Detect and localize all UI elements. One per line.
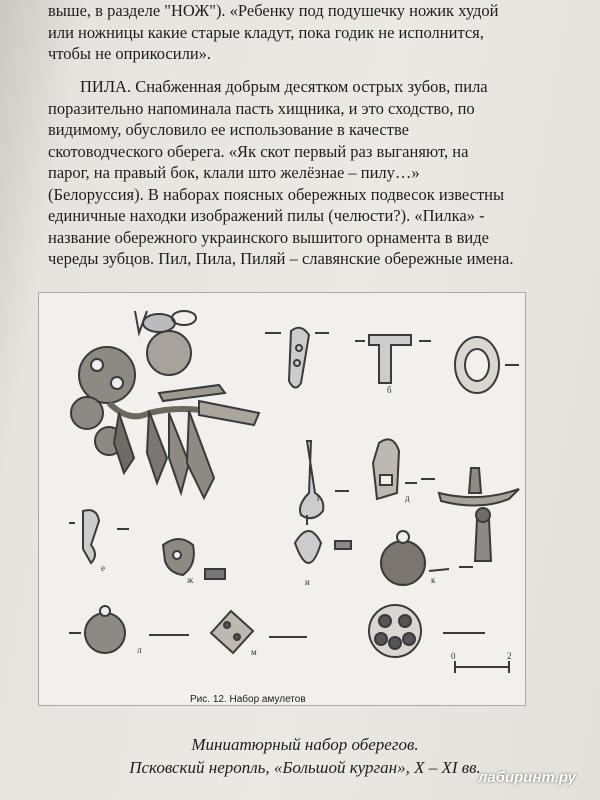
amulet-key: [69, 510, 129, 563]
item-letter: б: [387, 385, 392, 395]
item-letter: к: [431, 575, 436, 585]
top-paragraph: [48, 0, 578, 65]
item-letter: л: [137, 645, 142, 655]
item-letter: е: [101, 563, 105, 573]
item-letter: д: [405, 493, 410, 503]
text-line: ПИЛА. Снабженная добрым десятком острых зубов, пила: [80, 77, 488, 96]
image-caption: [70, 733, 540, 779]
amulet-claw: [163, 539, 225, 579]
pila-paragraph: [48, 76, 578, 270]
item-letter: ж: [187, 575, 194, 585]
text-line: череды зубцов. Пил, Пила, Пиляй – славянские обережные имена.: [48, 249, 514, 268]
text-line: (Белоруссия). В наборах поясных обережных подвесок известны: [48, 184, 505, 204]
amulet-figure: [373, 439, 417, 499]
watermark: лабиринт.ру: [478, 769, 576, 786]
amulet-boat: [421, 468, 519, 506]
figure-label: Рис. 12. Набор амулетов: [190, 694, 306, 705]
amulet-bell: [381, 531, 449, 585]
text-line: единичные находки изображений пилы (челюсти?). «Пилка» -: [48, 206, 485, 225]
text-line: или ножницы какие старые кладут, пока годик не исполнится,: [48, 22, 484, 42]
amulet-round-pendant: [69, 606, 189, 653]
scale-label-end: 2: [507, 651, 512, 661]
text-line: скотоводческого оберега. «Як скот первый раз выганяют, на: [48, 141, 469, 161]
item-letter: м: [251, 647, 257, 657]
text-line: видимому, обусловило ее использование в качестве: [48, 120, 409, 139]
text-line: чтобы не оприкосили».: [48, 44, 212, 63]
caption-line-2: Псковский неропль, «Большой курган», X – XI вв.: [129, 758, 481, 777]
amulet-cluster: [71, 311, 259, 498]
scale-label-start: 0: [451, 651, 456, 661]
text-line: парог, на правый бок, клали што желёзнае – пилу…»: [48, 163, 420, 182]
item-letter: и: [305, 577, 310, 587]
amulet-b: [355, 335, 431, 383]
amulet-square: [211, 611, 307, 653]
text-line: выше, в разделе "НОЖ"). «Ребенку под подушечку ножик худой: [48, 1, 499, 20]
amulet-spoon: [300, 441, 349, 518]
amulet-doll: [459, 508, 491, 567]
amulet-leaf: [295, 515, 351, 563]
amulets-figure: [38, 292, 526, 706]
caption-line-1: Миниатюрный набор оберегов.: [191, 735, 419, 754]
scale-bar: [455, 661, 509, 673]
amulets-drawing: [39, 293, 525, 705]
text-line: название обережного украинского вышитого орнамента в виде: [48, 227, 489, 247]
amulet-ring: [455, 337, 519, 393]
text-line: поразительно напоминала пасть хищника, и это сходство, по: [48, 98, 475, 118]
item-letter: г: [317, 493, 321, 503]
amulet-b-left: [265, 328, 329, 388]
amulet-disc: [369, 605, 485, 657]
